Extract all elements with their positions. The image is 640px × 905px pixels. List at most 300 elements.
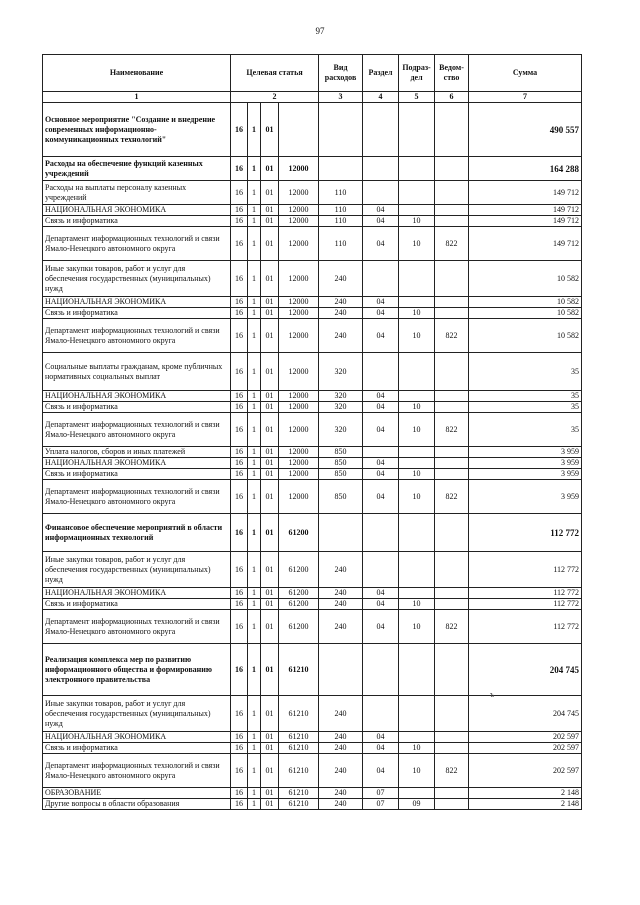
measure-code: 01 — [261, 552, 279, 588]
row-sum: 10 582 — [469, 261, 582, 297]
row-sum: 10 582 — [469, 297, 582, 308]
section-code — [363, 447, 399, 458]
row-name: Связь и информатика — [43, 743, 231, 754]
table-row — [43, 514, 582, 552]
subsection-code — [399, 353, 435, 391]
expense-type: 110 — [319, 181, 363, 205]
subprogram-code: 1 — [248, 413, 261, 447]
program-code: 16 — [231, 743, 248, 754]
table-row — [43, 297, 582, 308]
row-sum: 112 772 — [469, 514, 582, 552]
subprogram-code: 1 — [248, 181, 261, 205]
subsection-code — [399, 588, 435, 599]
program-code: 16 — [231, 413, 248, 447]
direction-code: 61210 — [279, 743, 319, 754]
row-name: Финансовое обеспечение мероприятий в области информационных технологий — [43, 514, 231, 552]
row-sum: 164 288 — [469, 157, 582, 181]
direction-code: 61200 — [279, 610, 319, 644]
table-row — [43, 261, 582, 297]
program-code: 16 — [231, 181, 248, 205]
department-code: 822 — [435, 480, 469, 514]
subsection-code: 10 — [399, 743, 435, 754]
program-code: 16 — [231, 261, 248, 297]
row-sum: 204 745 — [469, 644, 582, 696]
column-number: 2 — [231, 92, 319, 103]
row-name: Расходы на обеспечение функций казенных учреждений — [43, 157, 231, 181]
table-row — [43, 402, 582, 413]
program-code: 16 — [231, 297, 248, 308]
subsection-code — [399, 157, 435, 181]
measure-code: 01 — [261, 181, 279, 205]
department-code: 822 — [435, 227, 469, 261]
row-sum: 149 712 — [469, 216, 582, 227]
program-code: 16 — [231, 205, 248, 216]
measure-code: 01 — [261, 480, 279, 514]
header-target-article: Целевая статья — [231, 55, 319, 92]
header-subsection: Подраз-дел — [399, 55, 435, 92]
measure-code: 01 — [261, 610, 279, 644]
subsection-code: 10 — [399, 402, 435, 413]
expense-type: 240 — [319, 308, 363, 319]
direction-code: 12000 — [279, 391, 319, 402]
expense-type: 850 — [319, 447, 363, 458]
row-sum: 490 557 — [469, 103, 582, 157]
direction-code — [279, 103, 319, 157]
expense-type: 850 — [319, 458, 363, 469]
subsection-code: 10 — [399, 480, 435, 514]
subsection-code — [399, 696, 435, 732]
measure-code: 01 — [261, 599, 279, 610]
row-sum: 202 597 — [469, 732, 582, 743]
subsection-code: 10 — [399, 754, 435, 788]
header-row — [43, 55, 582, 92]
row-sum: 35 — [469, 413, 582, 447]
program-code: 16 — [231, 391, 248, 402]
section-code: 04 — [363, 402, 399, 413]
measure-code: 01 — [261, 391, 279, 402]
expense-type: 240 — [319, 588, 363, 599]
subsection-code — [399, 181, 435, 205]
section-code: 04 — [363, 413, 399, 447]
subprogram-code: 1 — [248, 754, 261, 788]
section-code: 04 — [363, 227, 399, 261]
measure-code: 01 — [261, 227, 279, 261]
expense-type: 850 — [319, 469, 363, 480]
measure-code: 01 — [261, 157, 279, 181]
expense-type: 320 — [319, 391, 363, 402]
section-code — [363, 552, 399, 588]
subprogram-code: 1 — [248, 216, 261, 227]
department-code — [435, 458, 469, 469]
subprogram-code: 1 — [248, 353, 261, 391]
row-sum: 202 597 — [469, 743, 582, 754]
subprogram-code: 1 — [248, 103, 261, 157]
subsection-code — [399, 261, 435, 297]
measure-code: 01 — [261, 754, 279, 788]
section-code: 04 — [363, 480, 399, 514]
direction-code: 12000 — [279, 402, 319, 413]
section-code: 07 — [363, 788, 399, 799]
row-name: Уплата налогов, сборов и иных платежей — [43, 447, 231, 458]
department-code — [435, 447, 469, 458]
expense-type: 240 — [319, 599, 363, 610]
program-code: 16 — [231, 754, 248, 788]
table-row — [43, 480, 582, 514]
department-code — [435, 261, 469, 297]
row-name: НАЦИОНАЛЬНАЯ ЭКОНОМИКА — [43, 732, 231, 743]
direction-code: 61210 — [279, 732, 319, 743]
row-sum: 149 712 — [469, 205, 582, 216]
subprogram-code: 1 — [248, 788, 261, 799]
budget-table — [42, 54, 582, 810]
subsection-code — [399, 447, 435, 458]
direction-code: 61210 — [279, 696, 319, 732]
department-code — [435, 391, 469, 402]
expense-type — [319, 514, 363, 552]
subsection-code — [399, 644, 435, 696]
expense-type — [319, 103, 363, 157]
expense-type: 240 — [319, 319, 363, 353]
table-row — [43, 319, 582, 353]
measure-code: 01 — [261, 696, 279, 732]
row-sum: 112 772 — [469, 610, 582, 644]
measure-code: 01 — [261, 732, 279, 743]
subsection-code: 10 — [399, 413, 435, 447]
department-code — [435, 732, 469, 743]
department-code: 822 — [435, 610, 469, 644]
measure-code: 01 — [261, 319, 279, 353]
measure-code: 01 — [261, 308, 279, 319]
table-row — [43, 599, 582, 610]
section-code: 04 — [363, 588, 399, 599]
column-number: 5 — [399, 92, 435, 103]
program-code: 16 — [231, 447, 248, 458]
direction-code: 12000 — [279, 297, 319, 308]
direction-code: 12000 — [279, 353, 319, 391]
row-sum: 112 772 — [469, 599, 582, 610]
section-code — [363, 353, 399, 391]
section-code: 04 — [363, 732, 399, 743]
subsection-code: 10 — [399, 227, 435, 261]
subprogram-code: 1 — [248, 319, 261, 353]
program-code: 16 — [231, 799, 248, 810]
department-code — [435, 216, 469, 227]
row-name: Реализация комплекса мер по развитию информационного общества и формированию электронного правительства — [43, 644, 231, 696]
table-row — [43, 227, 582, 261]
row-sum: 3 959 — [469, 447, 582, 458]
subprogram-code: 1 — [248, 514, 261, 552]
column-number: 3 — [319, 92, 363, 103]
department-code: 822 — [435, 754, 469, 788]
section-code — [363, 644, 399, 696]
column-number: 4 — [363, 92, 399, 103]
table-row — [43, 391, 582, 402]
row-sum: 149 712 — [469, 181, 582, 205]
department-code — [435, 788, 469, 799]
program-code: 16 — [231, 599, 248, 610]
direction-code: 61200 — [279, 599, 319, 610]
program-code: 16 — [231, 514, 248, 552]
row-sum: 2 148 — [469, 788, 582, 799]
measure-code: 01 — [261, 205, 279, 216]
department-code — [435, 743, 469, 754]
program-code: 16 — [231, 216, 248, 227]
direction-code: 12000 — [279, 413, 319, 447]
department-code — [435, 308, 469, 319]
column-number: 1 — [43, 92, 231, 103]
section-code — [363, 103, 399, 157]
table-row — [43, 588, 582, 599]
subprogram-code: 1 — [248, 261, 261, 297]
row-name: Связь и информатика — [43, 402, 231, 413]
section-code — [363, 157, 399, 181]
table-row — [43, 469, 582, 480]
measure-code: 01 — [261, 413, 279, 447]
row-name: Иные закупки товаров, работ и услуг для обеспечения государственных (муниципальных) нужд — [43, 552, 231, 588]
measure-code: 01 — [261, 799, 279, 810]
program-code: 16 — [231, 696, 248, 732]
section-code: 04 — [363, 308, 399, 319]
subsection-code — [399, 732, 435, 743]
department-code — [435, 402, 469, 413]
subsection-code — [399, 514, 435, 552]
department-code — [435, 353, 469, 391]
row-name: Иные закупки товаров, работ и услуг для обеспечения государственных (муниципальных) нужд — [43, 696, 231, 732]
section-code — [363, 261, 399, 297]
expense-type: 240 — [319, 552, 363, 588]
department-code: 822 — [435, 319, 469, 353]
expense-type: 320 — [319, 413, 363, 447]
row-sum: 3 959 — [469, 469, 582, 480]
row-name: ОБРАЗОВАНИЕ — [43, 788, 231, 799]
row-name: НАЦИОНАЛЬНАЯ ЭКОНОМИКА — [43, 588, 231, 599]
row-name: Департамент информационных технологий и связи Ямало-Ненецкого автономного округа — [43, 480, 231, 514]
row-name: Связь и информатика — [43, 469, 231, 480]
section-code: 04 — [363, 391, 399, 402]
expense-type: 240 — [319, 732, 363, 743]
subprogram-code: 1 — [248, 227, 261, 261]
table-row — [43, 552, 582, 588]
subprogram-code: 1 — [248, 402, 261, 413]
expense-type: 240 — [319, 754, 363, 788]
subsection-code — [399, 788, 435, 799]
subsection-code: 10 — [399, 319, 435, 353]
subsection-code — [399, 552, 435, 588]
department-code — [435, 599, 469, 610]
subprogram-code: 1 — [248, 599, 261, 610]
table-row — [43, 754, 582, 788]
subsection-code — [399, 297, 435, 308]
row-sum: 10 582 — [469, 308, 582, 319]
direction-code: 12000 — [279, 319, 319, 353]
measure-code: 01 — [261, 216, 279, 227]
program-code: 16 — [231, 610, 248, 644]
program-code: 16 — [231, 227, 248, 261]
table-row — [43, 181, 582, 205]
expense-type: 240 — [319, 788, 363, 799]
program-code: 16 — [231, 788, 248, 799]
section-code — [363, 696, 399, 732]
row-sum: 112 772 — [469, 552, 582, 588]
row-name: Департамент информационных технологий и связи Ямало-Ненецкого автономного округа — [43, 227, 231, 261]
stray-mark: ъ — [490, 690, 495, 699]
row-name: Связь и информатика — [43, 599, 231, 610]
table-row — [43, 644, 582, 696]
table-row — [43, 205, 582, 216]
section-code — [363, 181, 399, 205]
department-code — [435, 696, 469, 732]
subsection-code — [399, 458, 435, 469]
department-code — [435, 644, 469, 696]
section-code: 04 — [363, 610, 399, 644]
table-row — [43, 610, 582, 644]
department-code — [435, 297, 469, 308]
table-row — [43, 732, 582, 743]
subprogram-code: 1 — [248, 732, 261, 743]
program-code: 16 — [231, 308, 248, 319]
expense-type — [319, 157, 363, 181]
table-row — [43, 103, 582, 157]
expense-type: 110 — [319, 227, 363, 261]
expense-type: 110 — [319, 216, 363, 227]
program-code: 16 — [231, 103, 248, 157]
direction-code: 12000 — [279, 469, 319, 480]
subprogram-code: 1 — [248, 469, 261, 480]
section-code: 04 — [363, 319, 399, 353]
row-sum: 35 — [469, 391, 582, 402]
table-body — [43, 103, 582, 810]
department-code: 822 — [435, 413, 469, 447]
direction-code: 61210 — [279, 788, 319, 799]
row-name: НАЦИОНАЛЬНАЯ ЭКОНОМИКА — [43, 391, 231, 402]
direction-code: 12000 — [279, 216, 319, 227]
program-code: 16 — [231, 157, 248, 181]
section-code — [363, 514, 399, 552]
row-name: Социальные выплаты гражданам, кроме публичных нормативных социальных выплат — [43, 353, 231, 391]
subprogram-code: 1 — [248, 297, 261, 308]
row-name: НАЦИОНАЛЬНАЯ ЭКОНОМИКА — [43, 458, 231, 469]
department-code — [435, 103, 469, 157]
table-row — [43, 216, 582, 227]
row-name: Департамент информационных технологий и связи Ямало-Ненецкого автономного округа — [43, 413, 231, 447]
section-code: 04 — [363, 743, 399, 754]
department-code — [435, 181, 469, 205]
program-code: 16 — [231, 402, 248, 413]
section-code: 07 — [363, 799, 399, 810]
measure-code: 01 — [261, 297, 279, 308]
header-section: Раздел — [363, 55, 399, 92]
expense-type: 320 — [319, 353, 363, 391]
department-code — [435, 469, 469, 480]
direction-code: 12000 — [279, 447, 319, 458]
section-code: 04 — [363, 458, 399, 469]
subsection-code: 10 — [399, 216, 435, 227]
direction-code: 61210 — [279, 754, 319, 788]
row-sum: 149 712 — [469, 227, 582, 261]
row-name: Иные закупки товаров, работ и услуг для обеспечения государственных (муниципальных) нужд — [43, 261, 231, 297]
row-sum: 3 959 — [469, 480, 582, 514]
department-code — [435, 552, 469, 588]
row-sum: 3 959 — [469, 458, 582, 469]
expense-type: 240 — [319, 261, 363, 297]
subsection-code — [399, 205, 435, 216]
direction-code: 12000 — [279, 480, 319, 514]
measure-code: 01 — [261, 514, 279, 552]
subprogram-code: 1 — [248, 205, 261, 216]
program-code: 16 — [231, 319, 248, 353]
measure-code: 01 — [261, 402, 279, 413]
direction-code: 12000 — [279, 181, 319, 205]
row-name: Департамент информационных технологий и связи Ямало-Ненецкого автономного округа — [43, 610, 231, 644]
section-code: 04 — [363, 754, 399, 788]
section-code: 04 — [363, 297, 399, 308]
column-number: 7 — [469, 92, 582, 103]
measure-code: 01 — [261, 788, 279, 799]
row-name: НАЦИОНАЛЬНАЯ ЭКОНОМИКА — [43, 297, 231, 308]
expense-type: 320 — [319, 402, 363, 413]
expense-type: 240 — [319, 743, 363, 754]
subsection-code: 10 — [399, 610, 435, 644]
program-code: 16 — [231, 644, 248, 696]
direction-code: 61200 — [279, 514, 319, 552]
program-code: 16 — [231, 480, 248, 514]
expense-type — [319, 644, 363, 696]
measure-code: 01 — [261, 458, 279, 469]
subprogram-code: 1 — [248, 799, 261, 810]
measure-code: 01 — [261, 469, 279, 480]
subsection-code: 10 — [399, 308, 435, 319]
subprogram-code: 1 — [248, 610, 261, 644]
direction-code: 12000 — [279, 458, 319, 469]
department-code — [435, 588, 469, 599]
department-code — [435, 514, 469, 552]
header-expense-type: Вид расходов — [319, 55, 363, 92]
measure-code: 01 — [261, 261, 279, 297]
direction-code: 61200 — [279, 588, 319, 599]
subsection-code — [399, 391, 435, 402]
table-row — [43, 413, 582, 447]
row-sum: 10 582 — [469, 319, 582, 353]
subprogram-code: 1 — [248, 157, 261, 181]
row-sum: 35 — [469, 402, 582, 413]
measure-code: 01 — [261, 447, 279, 458]
measure-code: 01 — [261, 743, 279, 754]
direction-code: 61210 — [279, 644, 319, 696]
direction-code: 12000 — [279, 157, 319, 181]
subprogram-code: 1 — [248, 696, 261, 732]
section-code: 04 — [363, 599, 399, 610]
program-code: 16 — [231, 469, 248, 480]
measure-code: 01 — [261, 644, 279, 696]
department-code — [435, 157, 469, 181]
subprogram-code: 1 — [248, 743, 261, 754]
table-row — [43, 696, 582, 732]
row-name: Связь и информатика — [43, 308, 231, 319]
header-sum: Сумма — [469, 55, 582, 92]
direction-code: 12000 — [279, 205, 319, 216]
measure-code: 01 — [261, 103, 279, 157]
direction-code: 12000 — [279, 308, 319, 319]
table-row — [43, 458, 582, 469]
program-code: 16 — [231, 588, 248, 599]
row-sum: 2 148 — [469, 799, 582, 810]
program-code: 16 — [231, 732, 248, 743]
row-sum: 112 772 — [469, 588, 582, 599]
measure-code: 01 — [261, 353, 279, 391]
direction-code: 61200 — [279, 552, 319, 588]
column-numbers-row — [43, 92, 582, 103]
row-name: Основное мероприятие "Создание и внедрение современных информационно-коммуникационных технологий" — [43, 103, 231, 157]
